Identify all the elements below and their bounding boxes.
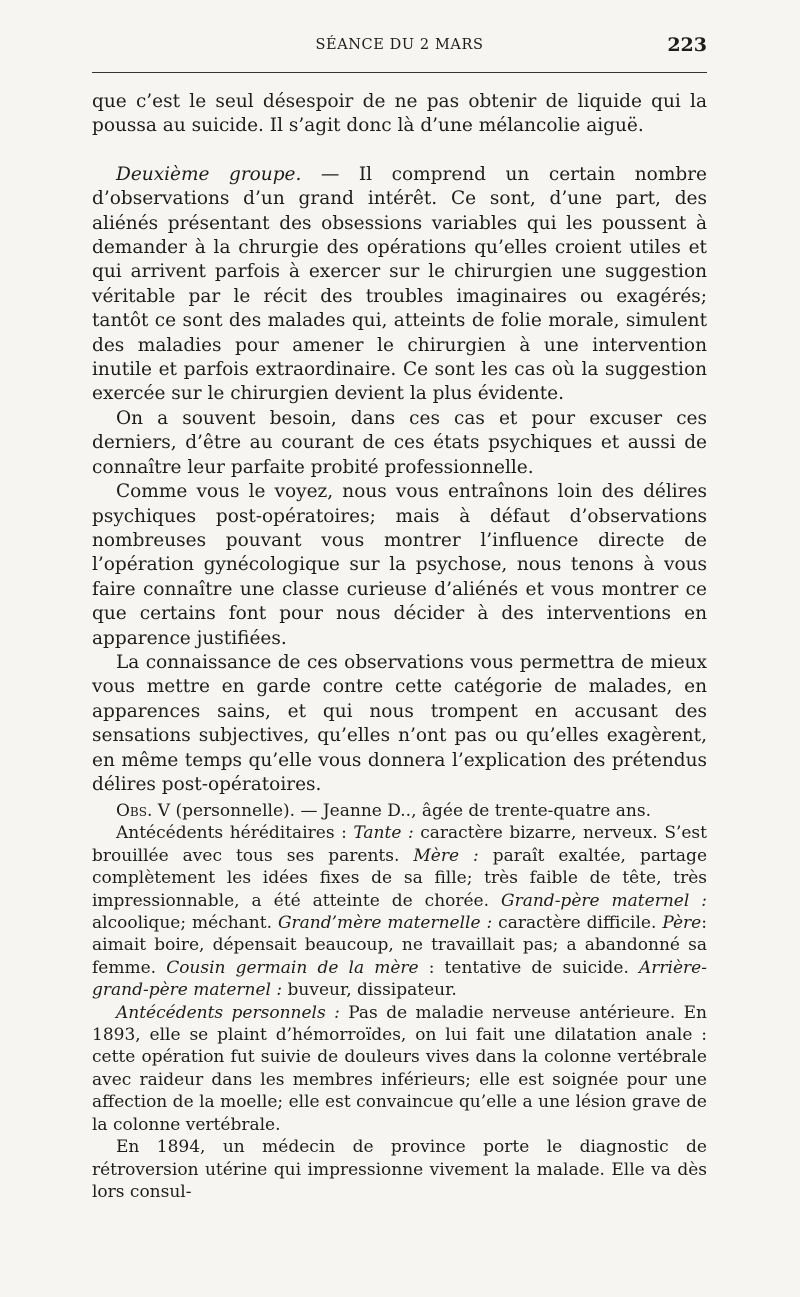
observation-block	[92, 800, 707, 1203]
observation-label: Obs. V	[116, 801, 171, 821]
personal-history: Antécédents personnels : Pas de maladie nerveuse antérieure. En 1893, elle se plaint d’hémorroïdes, on lui fait une dilatation anale : cette opération fut suivie de douleurs vives dans la colonne vertébrale avec raideur dans les membres inférieurs; elle est soignée pour une affection de la moelle; elle est convaincue qu’elle a une lésion grave de la colonne vertébrale.	[92, 1002, 707, 1135]
section-heading: Deuxième groupe.	[116, 163, 302, 185]
running-title: SÉANCE DU 2 MARS	[315, 37, 484, 53]
paragraph: que c’est le seul désespoir de ne pas obtenir de liquide qui la poussa au suicide. Il s’agit donc là d’une mélancolie aiguë.	[92, 91, 707, 137]
paragraph-text: — Il comprend un certain nombre d’observations d’un grand intérêt. Ce sont, d’une part, des aliénés présentant des obsessions variables qui les poussent à demander à la chrurgie des opérations qu’elles croient utiles et qui arrivent parfois à exercer sur le chirurgien une suggestion véritable par le récit des troubles imaginaires ou exagérés; tantôt ce sont des malades qui, atteints de folie morale, simulent des maladies pour amener le chirurgien à une intervention inutile et parfois extraordinaire. Ce sont les cas où la suggestion exercée sur le chirurgien devient la plus évidente.	[92, 163, 707, 405]
paragraph: En 1894, un médecin de province porte le diagnostic de rétroversion utérine qui impressionne vivement la malade. Elle va dès lors consul-	[92, 1137, 707, 1202]
paragraph: On a souvent besoin, dans ces cas et pour excuser ces derniers, d’être au courant de ces états psychiques et aussi de connaître leur parfaite probité professionnelle.	[92, 407, 707, 478]
paragraph-deuxieme-groupe	[92, 163, 707, 407]
main-text	[92, 90, 707, 797]
hereditary-history: Antécédents héréditaires : Tante : caractère bizarre, nerveux. S’est brouillée avec tous ses parents. Mère : paraît exaltée, partage complètement les idées fixes de sa fille; très faible de tête, très impressionnable, a été atteinte de chorée. Grand-père maternel : alcoolique; méchant. Grand’mère maternelle : caractère difficile. Père: aimait boire, dépensait beaucoup, ne travaillait pas; a abandonné sa femme. Cousin germain de la mère : tentative de suicide. Arrière-grand-père maternel : buveur, dissipateur.	[92, 823, 707, 1001]
observation-title	[92, 800, 707, 822]
page-number: 223	[667, 34, 707, 56]
paragraph: Comme vous le voyez, nous vous entraînons loin des délires psychiques post-opératoires; mais à défaut d’observations nombreuses pouvant vous montrer l’influence directe de l’opération gynécologique sur la psychose, nous tenons à vous faire connaître une classe curieuse d’aliénés et vous montrer ce que certains font pour nous décider à des interventions en apparence justifiées.	[92, 481, 707, 649]
paragraph: La connaissance de ces observations vous permettra de mieux vous mettre en garde contre cette catégorie de malades, en apparences sains, et qui nous trompent en accusant des sensations subjectives, qu’elles n’ont pas ou qu’elles exagèrent, en même temps qu’elle vous donnera l’explication des prétendus délires post-opératoires.	[92, 651, 707, 795]
page-header	[92, 34, 707, 58]
observation-title-text: (personnelle). — Jeanne D.., âgée de trente-quatre ans.	[170, 801, 651, 821]
header-rule	[92, 72, 707, 73]
